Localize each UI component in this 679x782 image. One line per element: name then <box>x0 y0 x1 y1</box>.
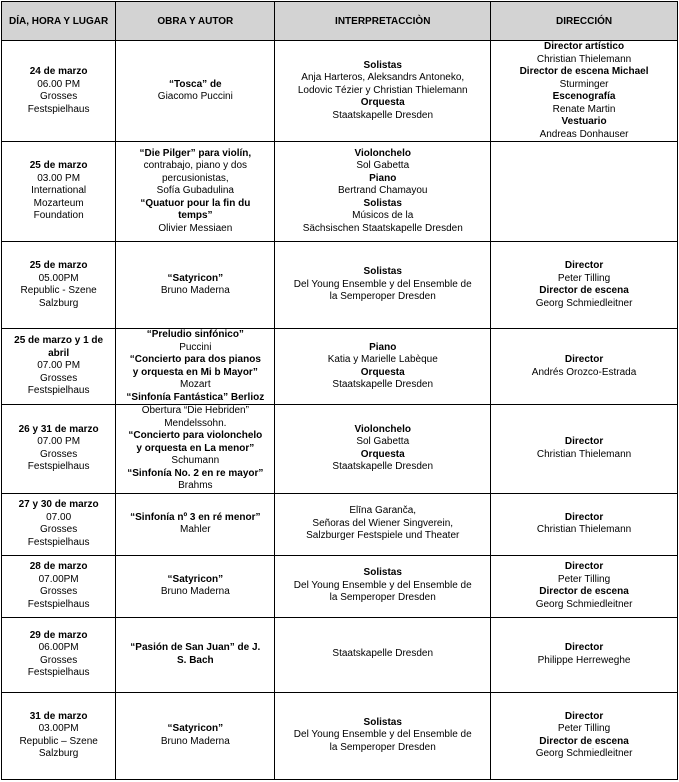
cell-direccion-line: Director <box>564 561 604 572</box>
cell-fecha-line: Salzburg <box>38 748 79 759</box>
cell-interpretacion-line: Staatskapelle Dresden <box>332 109 434 121</box>
cell-obra-line: “Die Pilger” para violín, <box>139 147 252 159</box>
cell-obra-line: percusionistas, <box>161 172 229 184</box>
cell-obra <box>116 41 275 142</box>
cell-interpretacion-line: Orquesta <box>360 366 405 378</box>
cell-obra-line: Schumann <box>171 455 220 466</box>
cell-obra-line: “Tosca” de <box>169 78 222 90</box>
cell-obra-line: Puccini <box>179 341 212 353</box>
cell-obra-line: Olivier Messiaen <box>158 222 233 234</box>
cell-obra-line: Bruno Maderna <box>160 735 230 747</box>
cell-fecha <box>2 405 116 494</box>
table-row <box>2 617 678 692</box>
cell-fecha-line: Festspielhaus <box>27 598 90 610</box>
cell-direccion <box>491 555 678 617</box>
cell-interpretacion-line: Del Young Ensemble y del Ensemble de <box>293 278 472 290</box>
cell-direccion-line: Peter Tilling <box>557 272 611 284</box>
cell-interpretacion <box>275 405 491 494</box>
cell-interpretacion-line: Staatskapelle Dresden <box>332 461 434 473</box>
cell-direccion-line: Director <box>564 354 604 365</box>
cell-direccion <box>491 242 678 329</box>
cell-interpretacion-line: Músicos de la <box>352 210 414 222</box>
cell-direccion-line: Christian Thielemann <box>536 524 632 535</box>
cell-obra-line: Mendelssohn. <box>164 417 227 429</box>
cell-direccion <box>491 617 678 692</box>
header-interpretacion: INTERPRETACCIÒN <box>275 2 491 41</box>
cell-fecha-line: Grosses <box>40 654 78 666</box>
cell-direccion-line: Andreas Donhauser <box>539 128 629 140</box>
cell-interpretacion-line: Sächsischen Staatskapelle Dresden <box>302 222 463 234</box>
cell-interpretacion-line: Salzburger Festspiele und Theater <box>306 530 460 542</box>
cell-direccion-line: Georg Schmiedleitner <box>535 297 633 309</box>
cell-fecha-line: 24 de marzo <box>29 66 88 77</box>
cell-interpretacion-line: Solistas <box>363 716 402 728</box>
cell-fecha <box>2 142 116 242</box>
cell-interpretacion-line: Del Young Ensemble y del Ensemble de <box>293 579 472 591</box>
cell-fecha-line: Festspielhaus <box>27 461 90 473</box>
cell-obra <box>116 692 275 779</box>
cell-obra-line: Mozart <box>180 379 211 390</box>
table-row <box>2 242 678 329</box>
cell-direccion-line: Sturminger <box>559 78 609 90</box>
cell-fecha-line: 25 de marzo <box>29 160 88 172</box>
cell-obra-line: “Sinfonía nº 3 en ré menor” <box>130 511 261 523</box>
cell-interpretacion <box>275 142 491 242</box>
cell-obra-line: “Sinfonía Fantástica” Berlioz <box>126 391 265 403</box>
cell-obra-line: “Quatuor pour la fin du <box>140 197 251 209</box>
cell-obra-line: Bruno Maderna <box>160 586 230 597</box>
cell-fecha-line: 25 de marzo <box>29 260 88 271</box>
cell-direccion-line: Director <box>564 642 604 653</box>
cell-obra <box>116 405 275 494</box>
cell-direccion-line: Vestuario <box>561 116 607 127</box>
cell-fecha-line: 03.00 PM <box>37 172 81 184</box>
cell-obra-line: “Preludio sinfónico” <box>146 329 244 340</box>
cell-fecha-line: Foundation <box>33 210 84 222</box>
cell-direccion-line: Director <box>564 260 604 271</box>
cell-obra <box>116 493 275 555</box>
cell-direccion-line: Andrés Orozco-Estrada <box>531 366 637 378</box>
cell-obra-line: temps” <box>178 210 213 222</box>
cell-direccion <box>491 493 678 555</box>
header-row <box>2 2 678 41</box>
cell-interpretacion <box>275 617 491 692</box>
cell-fecha-line: 26 y 31 de marzo <box>18 423 99 435</box>
cell-fecha <box>2 329 116 405</box>
cell-direccion-line: Director de escena <box>539 285 629 296</box>
cell-obra <box>116 555 275 617</box>
cell-fecha-line: Festspielhaus <box>27 667 90 678</box>
cell-fecha <box>2 493 116 555</box>
cell-obra <box>116 329 275 405</box>
header-direccion: DIRECCIÓN <box>491 2 678 41</box>
cell-interpretacion-line: Sol Gabetta <box>356 160 410 172</box>
cell-fecha-line: Festspielhaus <box>27 536 90 548</box>
cell-fecha-line: Festspielhaus <box>27 103 90 115</box>
cell-interpretacion <box>275 493 491 555</box>
cell-fecha-line: 07.00 <box>46 511 72 523</box>
cell-direccion-line: Renate Martin <box>552 103 616 115</box>
cell-direccion <box>491 41 678 142</box>
cell-interpretacion-line: la Semperoper Dresden <box>329 291 436 303</box>
cell-fecha-line: Grosses <box>40 586 78 597</box>
cell-fecha-line: 27 y 30 de marzo <box>18 499 99 510</box>
table-row <box>2 41 678 142</box>
header-obra: OBRA Y AUTOR <box>116 2 275 41</box>
cell-obra-line: Brahms <box>178 480 213 491</box>
cell-obra-line: “Satyricon” <box>167 723 224 734</box>
cell-fecha-line: International <box>31 185 87 197</box>
cell-direccion <box>491 692 678 779</box>
cell-interpretacion-line: Violonchelo <box>354 423 411 435</box>
cell-direccion-line: Philippe Herreweghe <box>537 654 631 666</box>
cell-interpretacion-line: Orquesta <box>360 97 405 109</box>
schedule-table <box>1 1 678 780</box>
cell-interpretacion <box>275 242 491 329</box>
cell-fecha <box>2 41 116 142</box>
cell-interpretacion <box>275 692 491 779</box>
table-row <box>2 329 678 405</box>
cell-fecha-line: 31 de marzo <box>29 710 88 722</box>
cell-interpretacion-line: Solistas <box>363 266 402 278</box>
cell-direccion-line: Georg Schmiedleitner <box>535 748 633 759</box>
cell-fecha-line: 07.00 PM <box>37 360 81 372</box>
header-fecha: DÍA, HORA Y LUGAR <box>2 2 116 41</box>
cell-fecha <box>2 692 116 779</box>
cell-interpretacion-line: Lodovic Tézier y Christian Thielemann <box>297 84 468 96</box>
cell-direccion <box>491 142 678 242</box>
cell-direccion-line: Director artístico <box>544 41 625 52</box>
cell-fecha-line: Grosses <box>40 524 78 535</box>
cell-direccion-line: Georg Schmiedleitner <box>535 598 633 610</box>
cell-interpretacion <box>275 41 491 142</box>
cell-interpretacion-line: Bertrand Chamayou <box>337 185 428 197</box>
cell-fecha-line: 06.00PM <box>38 642 79 653</box>
cell-obra-line: “Concierto para dos pianos <box>129 354 261 365</box>
cell-interpretacion-line: Señoras del Wiener Singverein, <box>312 517 454 529</box>
cell-obra <box>116 242 275 329</box>
cell-direccion-line: Director <box>564 511 604 523</box>
table-row <box>2 142 678 242</box>
cell-direccion-line: Christian Thielemann <box>536 53 632 65</box>
cell-direccion-line: Escenografía <box>552 91 616 102</box>
cell-obra-line: “Satyricon” <box>167 573 224 585</box>
cell-interpretacion-line: la Semperoper Dresden <box>329 741 436 753</box>
cell-interpretacion-line: Sol Gabetta <box>356 436 410 448</box>
cell-direccion-line: Director de escena <box>539 735 629 747</box>
cell-fecha-line: Republic - Szene <box>20 285 97 296</box>
cell-fecha-line: Grosses <box>40 448 78 460</box>
cell-fecha-line: 29 de marzo <box>29 629 88 641</box>
cell-obra-line: S. Bach <box>176 654 214 666</box>
cell-interpretacion-line: Katia y Marielle Labèque <box>327 354 438 365</box>
cell-interpretacion-line: Piano <box>369 172 397 184</box>
cell-fecha-line: Republic – Szene <box>19 735 98 747</box>
cell-interpretacion-line: Solistas <box>363 59 402 71</box>
cell-obra-line: contrabajo, piano y dos <box>143 160 248 172</box>
cell-obra-line: Sofía Gubadulina <box>156 185 234 197</box>
cell-fecha-line: Grosses <box>40 91 78 102</box>
table-row <box>2 405 678 494</box>
cell-fecha-line: Salzburg <box>38 297 79 309</box>
cell-fecha <box>2 617 116 692</box>
cell-interpretacion-line: Staatskapelle Dresden <box>332 648 434 660</box>
cell-direccion-line: Christian Thielemann <box>536 448 632 460</box>
cell-direccion-line: Director de escena Michael <box>519 66 649 77</box>
cell-fecha-line: 05.00PM <box>38 272 79 284</box>
table-row <box>2 692 678 779</box>
cell-obra-line: “Satyricon” <box>167 272 224 284</box>
cell-fecha <box>2 242 116 329</box>
cell-obra-line: “Sinfonía No. 2 en re mayor” <box>127 467 264 479</box>
cell-fecha-line: 03.00PM <box>38 723 79 734</box>
cell-obra-line: “Pasión de San Juan” de J. <box>130 642 261 653</box>
cell-fecha-line: 28 de marzo <box>29 561 88 572</box>
cell-direccion-line: Peter Tilling <box>557 723 611 734</box>
cell-interpretacion-line: Del Young Ensemble y del Ensemble de <box>293 729 472 741</box>
cell-direccion <box>491 329 678 405</box>
cell-interpretacion-line: Violonchelo <box>354 147 411 159</box>
cell-obra-line: Giacomo Puccini <box>157 91 233 102</box>
cell-interpretacion <box>275 555 491 617</box>
cell-direccion-line: Peter Tilling <box>557 573 611 585</box>
cell-obra <box>116 142 275 242</box>
cell-fecha-line: Grosses <box>40 372 78 384</box>
cell-direccion-line: Director de escena <box>539 586 629 597</box>
cell-obra-line: Obertura “Die Hebriden” <box>141 405 249 416</box>
cell-fecha-line: 07.00PM <box>38 573 79 585</box>
table-row <box>2 555 678 617</box>
cell-interpretacion-line: Solistas <box>363 197 402 209</box>
cell-fecha-line: 25 de marzo y 1 de <box>14 335 104 347</box>
cell-obra-line: “Concierto para violonchelo <box>128 430 263 441</box>
cell-obra-line: y orquesta en La menor” <box>136 442 255 454</box>
cell-interpretacion-line: Anja Harteros, Aleksandrs Antoneko, <box>301 72 465 84</box>
cell-fecha-line: 06.00 PM <box>37 78 81 90</box>
cell-obra <box>116 617 275 692</box>
cell-interpretacion-line: la Semperoper Dresden <box>329 592 436 604</box>
cell-direccion-line: Director <box>564 436 604 448</box>
cell-fecha-line: abril <box>48 347 70 359</box>
cell-interpretacion-line: Solistas <box>363 567 402 579</box>
cell-interpretacion-line: Staatskapelle Dresden <box>332 379 434 390</box>
cell-obra-line: Mahler <box>180 524 211 535</box>
table-body <box>2 41 678 780</box>
cell-obra-line: y orquesta en Mi b Mayor” <box>132 366 258 378</box>
cell-interpretacion <box>275 329 491 405</box>
cell-interpretacion-line: Orquesta <box>360 448 405 460</box>
cell-fecha <box>2 555 116 617</box>
table-row <box>2 493 678 555</box>
cell-fecha-line: Festspielhaus <box>27 385 90 397</box>
cell-interpretacion-line: Elīna Garanča, <box>349 505 417 517</box>
cell-fecha-line: 07.00 PM <box>37 436 81 448</box>
cell-direccion <box>491 405 678 494</box>
cell-fecha-line: Mozarteum <box>33 197 84 209</box>
cell-direccion-line: Director <box>564 710 604 722</box>
cell-interpretacion-line: Piano <box>369 341 397 353</box>
cell-obra-line: Bruno Maderna <box>160 285 230 296</box>
